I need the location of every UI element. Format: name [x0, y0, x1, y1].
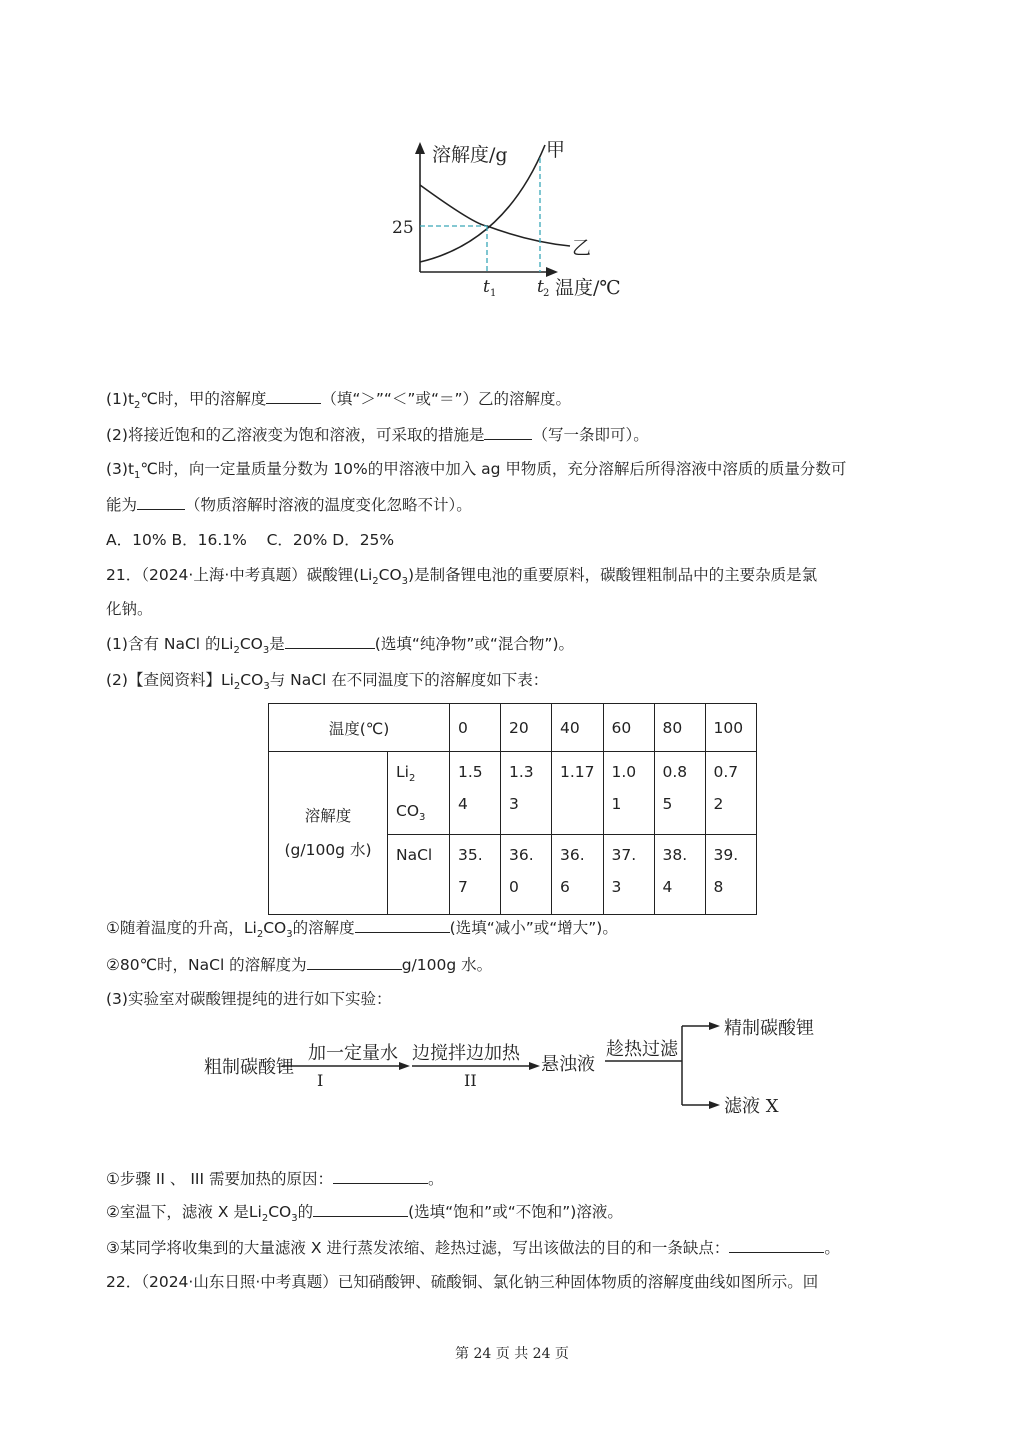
flow-mid: 悬浊液	[541, 1054, 595, 1075]
answer-blank[interactable]	[285, 634, 375, 649]
flow-start: 粗制碳酸锂	[204, 1057, 294, 1078]
nacl-value: 38. 4	[654, 835, 705, 915]
q21-r3: ③某同学将收集到的大量滤液 X 进行蒸发浓缩、趁热过滤，写出该做法的目的和一条缺点： 。	[106, 1239, 840, 1257]
flow-out2: 滤液 X	[724, 1096, 779, 1117]
curve-yi	[420, 185, 570, 246]
x-axis-label: 温度/℃	[555, 277, 621, 299]
temp-cell: 100	[705, 704, 756, 752]
answer-blank[interactable]	[484, 425, 532, 440]
flow-out1: 精制碳酸锂	[724, 1018, 814, 1039]
answer-blank[interactable]	[137, 495, 185, 510]
answer-blank[interactable]	[266, 389, 321, 404]
q20-part1: $(1)t_2℃$时，甲的溶解度 （填“＞”“＜”或“＝”）乙的溶解度。	[106, 390, 572, 412]
li2co3-value: 1.5 4	[450, 752, 501, 835]
q21-sub1: ①随着温度的升高，$Li_2CO_3$的溶解度 (选填“减小”或“增大”)。	[106, 919, 618, 941]
answer-blank[interactable]	[355, 918, 450, 933]
nacl-value: 37. 3	[603, 835, 654, 915]
curve-yi-label: 乙	[572, 237, 592, 259]
nacl-value: 36. 0	[501, 835, 552, 915]
solubility-curve-figure	[380, 130, 650, 310]
li2co3-value: 0.7 2	[705, 752, 756, 835]
q21-stem-cont: 化钠。	[106, 600, 153, 618]
temp-cell: 40	[552, 704, 604, 752]
flow-step2-num: II	[464, 1071, 477, 1090]
svg-text:2: 2	[543, 288, 550, 299]
temp-cell: 20	[501, 704, 552, 752]
temp-cell: 80	[654, 704, 705, 752]
flow-step2: 边搅拌边加热	[412, 1043, 520, 1064]
nacl-value: 39. 8	[705, 835, 756, 915]
q20-options: A．10% B．16.1% C．20% D．25%	[106, 531, 395, 549]
nacl-value: 36. 6	[552, 835, 604, 915]
header-temp: 温度(℃)	[269, 704, 450, 752]
q22-stem: 22．（2024·山东日照·中考真题）已知硝酸钾、硫酸铜、氯化钠三种固体物质的溶解度曲线如图所示。回	[106, 1273, 819, 1291]
solubility-table	[268, 703, 757, 915]
t2-label: t	[537, 277, 544, 297]
li2co3-value: 1.3 3	[501, 752, 552, 835]
flow-step1-num: I	[317, 1071, 324, 1090]
t1-label: t	[483, 277, 490, 297]
svg-text:1: 1	[490, 288, 497, 299]
li2co3-label: $Li_2$ $CO_3$	[388, 752, 450, 835]
q21-part3: (3)实验室对碳酸锂提纯的进行如下实验：	[106, 990, 392, 1008]
q21-r1: ①步骤 II 、 III 需要加热的原因： 。	[106, 1170, 444, 1188]
answer-blank[interactable]	[729, 1238, 824, 1253]
q21-sub2: ②80℃时，NaCl 的溶解度为 g/100g 水。	[106, 956, 493, 974]
flow-step1: 加一定量水	[308, 1043, 398, 1064]
nacl-label: NaCl	[388, 835, 450, 915]
temp-cell: 60	[603, 704, 654, 752]
y-tick-25: 25	[392, 218, 414, 238]
q21-part1: (1)含有 NaCl 的$Li_2CO_3$是 (选填“纯净物”或“混合物”)。	[106, 635, 574, 657]
y-axis-label: 溶解度/g	[432, 144, 508, 166]
temp-cell: 0	[450, 704, 501, 752]
answer-blank[interactable]	[333, 1169, 428, 1184]
li2co3-value: 1.17	[552, 752, 604, 835]
purification-flowchart	[190, 1010, 840, 1130]
answer-blank[interactable]	[313, 1202, 408, 1217]
curve-jia-label: 甲	[546, 139, 566, 161]
q20-part3-cont: 能为 （物质溶解时溶液的温度变化忽略不计）。	[106, 496, 472, 514]
li2co3-value: 0.8 5	[654, 752, 705, 835]
answer-blank[interactable]	[307, 955, 402, 970]
q20-part3: $(3)t_1℃$时，向一定量质量分数为 10%的甲溶液中加入 ag 甲物质，充分溶解后所得溶液中溶质的质量分数可	[106, 460, 847, 482]
page-footer: 第 24 页 共 24 页	[455, 1346, 569, 1362]
nacl-value: 35. 7	[450, 835, 501, 915]
q21-stem: 21．（2024·上海·中考真题）碳酸锂$(Li_2CO_3)$是制备锂电池的重要原料，碳酸锂粗制品中的主要杂质是氯	[106, 566, 818, 588]
q20-part2: (2)将接近饱和的乙溶液变为饱和溶液，可采取的措施是 （写一条即可）。	[106, 426, 649, 444]
row-label: 溶解度 (g/100g 水)	[269, 752, 388, 915]
q21-r2: ②室温下，滤液 X 是$Li_2CO_3$的 (选填“饱和”或“不饱和”)溶液。	[106, 1203, 623, 1225]
flow-step3: 趁热过滤	[606, 1039, 678, 1060]
li2co3-value: 1.0 1	[603, 752, 654, 835]
q21-part2: (2)【查阅资料】$Li_2CO_3$与 NaCl 在不同温度下的溶解度如下表：	[106, 671, 549, 693]
